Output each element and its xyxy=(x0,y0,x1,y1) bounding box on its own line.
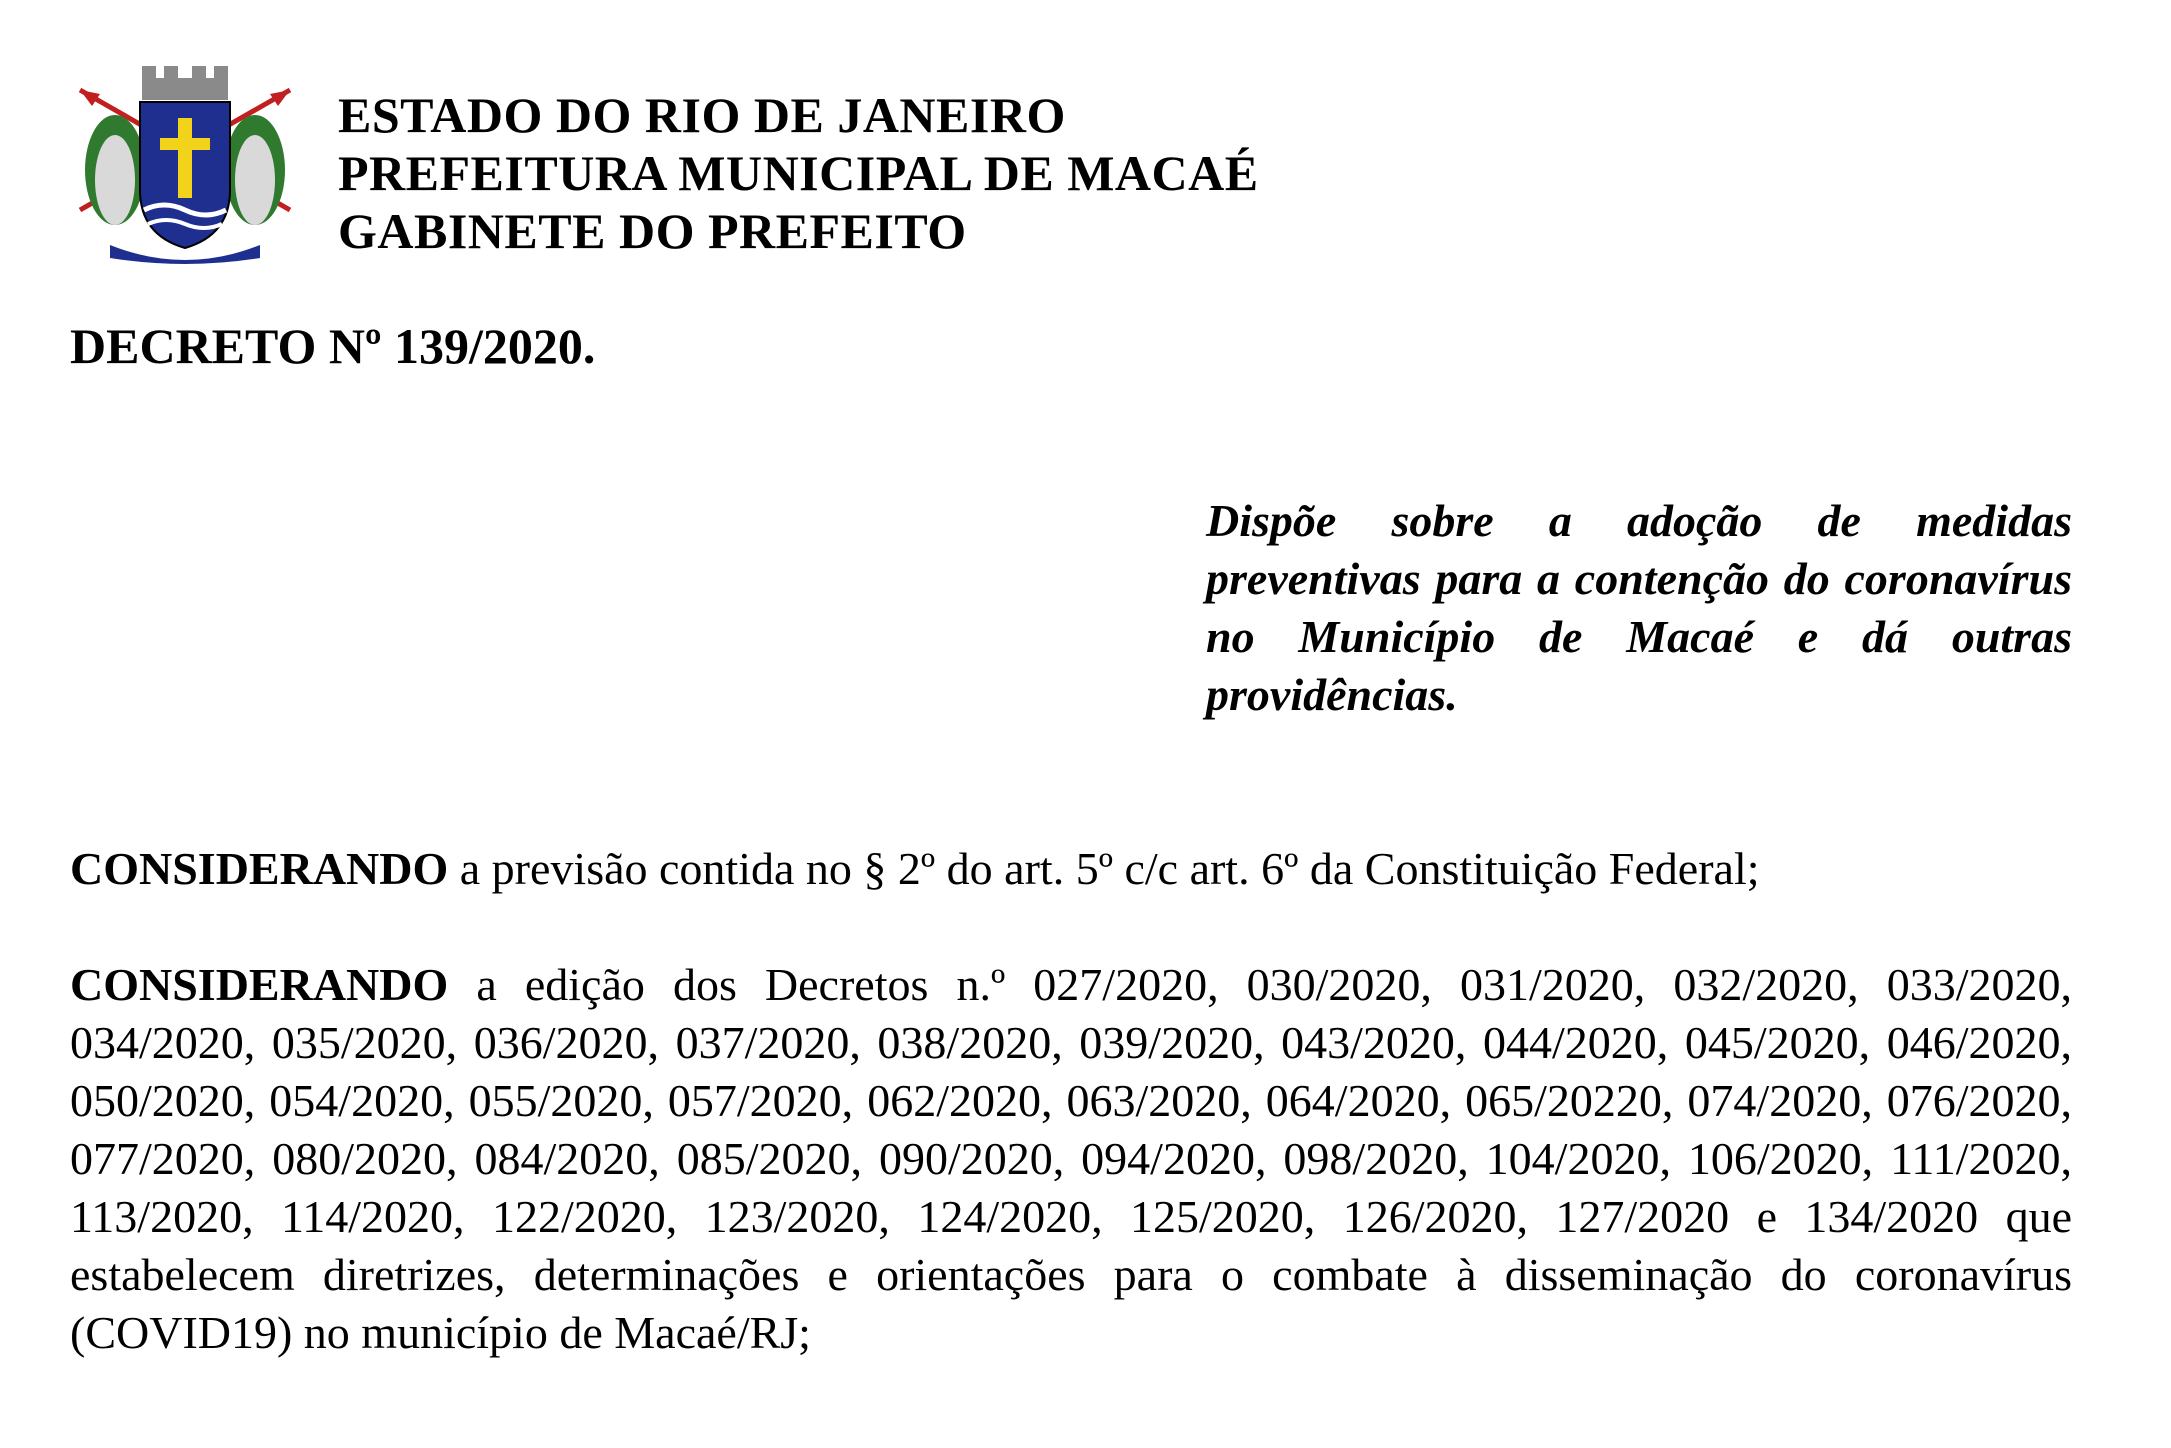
municipal-coat-of-arms-icon xyxy=(70,60,300,270)
letterhead-state: ESTADO DO RIO DE JANEIRO xyxy=(338,87,1066,143)
considerando-keyword: CONSIDERANDO xyxy=(70,843,449,894)
considerando-keyword: CONSIDERANDO xyxy=(70,959,449,1010)
letterhead-office: GABINETE DO PREFEITO xyxy=(338,203,967,259)
decree-summary: Dispõe sobre a adoção de medidas preventivas para a contenção do coronavírus no Município de Macaé e dá outras providências. xyxy=(1206,495,2072,720)
considerando-paragraph xyxy=(70,840,2072,898)
considerando-paragraph xyxy=(70,956,2072,1362)
decree-number: DECRETO Nº 139/2020. xyxy=(70,318,596,374)
considerando-text: a previsão contida no § 2º do art. 5º c/c art. 6º da Constituição Federal; xyxy=(448,843,1760,894)
letterhead-municipality: PREFEITURA MUNICIPAL DE MACAÉ xyxy=(338,145,1259,201)
considerando-text: a edição dos Decretos n.º 027/2020, 030/2020, 031/2020, 032/2020, 033/2020, 034/2020, 035/2020, 036/2020, 037/2020, 038/2020, 039/2020, 043/2020, 044/2020, 045/2020, 046/2020, 050/2020, 054/2020, 055/2020, 057/2020, 062/2020, 063/2020, 064/2020, 065/20220, 074/2020, 076/2020, 077/2020, 080/2020, 084/2020, 085/2020, 090/2020, 094/2020, 098/2020, 104/2020, 106/2020, 111/2020, 113/2020, 114/2020, 122/2020, 123/2020, 124/2020, 125/2020, 126/2020, 127/2020 e 134/2020 que estabelecem diretrizes, determinações e orientações para o combate à disseminação do coronavírus (COVID19) no município de Macaé/RJ; xyxy=(70,959,2072,1358)
letterhead xyxy=(338,86,1259,260)
